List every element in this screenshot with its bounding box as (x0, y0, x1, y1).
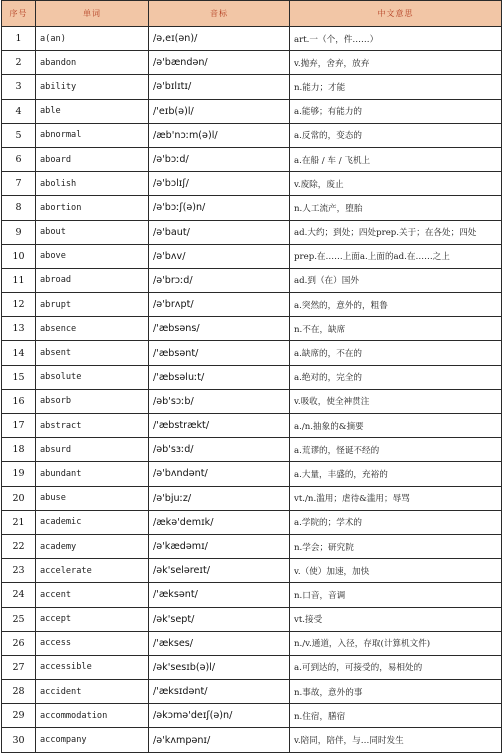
table-row (2, 268, 502, 292)
row-word: abnormal (36, 123, 149, 147)
table-row (2, 438, 502, 462)
row-phonetic: /ə'bɔlɪʃ/ (149, 172, 290, 196)
table-row (2, 583, 502, 607)
row-index: 29 (2, 704, 36, 728)
row-index: 18 (2, 438, 36, 462)
row-index: 1 (2, 27, 36, 51)
row-word: accompany (36, 728, 149, 752)
row-meaning: n.学会；研究院 (290, 534, 502, 558)
row-phonetic: /ə'bʌndənt/ (149, 462, 290, 486)
row-phonetic: /əkɔmə'deɪʃ(ə)n/ (149, 704, 290, 728)
row-phonetic: /ə'bændən/ (149, 51, 290, 75)
row-meaning: vt.接受 (290, 607, 502, 631)
row-index: 14 (2, 341, 36, 365)
table-row (2, 172, 502, 196)
vocabulary-table (1, 0, 502, 753)
row-index: 24 (2, 583, 36, 607)
row-word: access (36, 631, 149, 655)
table-row (2, 123, 502, 147)
row-word: abortion (36, 196, 149, 220)
row-phonetic: /ə'kædəmɪ/ (149, 534, 290, 558)
row-meaning: n.住宿，膳宿 (290, 704, 502, 728)
table-header (2, 1, 502, 27)
row-meaning: a.在船 / 车 / 飞机上 (290, 147, 502, 171)
row-index: 26 (2, 631, 36, 655)
row-word: abrupt (36, 293, 149, 317)
row-word: abroad (36, 268, 149, 292)
row-meaning: prep.在……上面a.上面的ad.在……之上 (290, 244, 502, 268)
table-row (2, 147, 502, 171)
row-index: 10 (2, 244, 36, 268)
row-word: above (36, 244, 149, 268)
row-meaning: n./v.通道，入径，存取(计算机文件) (290, 631, 502, 655)
row-meaning: ad.大约；到处；四处prep.关于；在各处；四处 (290, 220, 502, 244)
header-word: 单词 (36, 1, 149, 27)
row-index: 27 (2, 655, 36, 679)
row-index: 6 (2, 147, 36, 171)
row-index: 19 (2, 462, 36, 486)
row-meaning: n.人工流产，堕胎 (290, 196, 502, 220)
row-word: absent (36, 341, 149, 365)
table-row (2, 196, 502, 220)
row-word: abuse (36, 486, 149, 510)
row-word: a(an) (36, 27, 149, 51)
row-word: about (36, 220, 149, 244)
table-row (2, 728, 502, 752)
row-meaning: n.能力；才能 (290, 75, 502, 99)
row-index: 11 (2, 268, 36, 292)
row-word: able (36, 99, 149, 123)
row-index: 13 (2, 317, 36, 341)
row-meaning: a.突然的，意外的，粗鲁 (290, 293, 502, 317)
row-meaning: v.陪同，陪伴，与…同时发生 (290, 728, 502, 752)
table-row (2, 462, 502, 486)
header-meaning: 中文意思 (290, 1, 502, 27)
row-meaning: a.绝对的，完全的 (290, 365, 502, 389)
row-phonetic: /'ækses/ (149, 631, 290, 655)
row-index: 3 (2, 75, 36, 99)
row-meaning: n.口音，音调 (290, 583, 502, 607)
row-index: 8 (2, 196, 36, 220)
header-phonetic: 音标 (149, 1, 290, 27)
row-word: ability (36, 75, 149, 99)
table-row (2, 534, 502, 558)
row-word: absurd (36, 438, 149, 462)
table-row (2, 559, 502, 583)
row-phonetic: /'æbsənt/ (149, 341, 290, 365)
row-phonetic: /ə'bjuːz/ (149, 486, 290, 510)
row-meaning: v.（使）加速，加快 (290, 559, 502, 583)
row-index: 12 (2, 293, 36, 317)
row-phonetic: /'æbstrækt/ (149, 414, 290, 438)
row-meaning: n.事故，意外的事 (290, 680, 502, 704)
row-word: accent (36, 583, 149, 607)
row-phonetic: /ək'sesɪb(ə)l/ (149, 655, 290, 679)
row-phonetic: /ə'bʌv/ (149, 244, 290, 268)
row-phonetic: /'æbsəluːt/ (149, 365, 290, 389)
row-index: 17 (2, 414, 36, 438)
row-index: 28 (2, 680, 36, 704)
row-word: absolute (36, 365, 149, 389)
table-row (2, 680, 502, 704)
row-index: 15 (2, 365, 36, 389)
row-phonetic: /ə'bɪlɪtɪ/ (149, 75, 290, 99)
row-phonetic: /ək'sept/ (149, 607, 290, 631)
row-index: 4 (2, 99, 36, 123)
row-index: 16 (2, 389, 36, 413)
row-phonetic: /ə'bɔːʃ(ə)n/ (149, 196, 290, 220)
table-row (2, 317, 502, 341)
table-row (2, 75, 502, 99)
header-row (2, 1, 502, 27)
table-row (2, 244, 502, 268)
row-phonetic: /ə'brʌpt/ (149, 293, 290, 317)
row-word: accelerate (36, 559, 149, 583)
row-word: accessible (36, 655, 149, 679)
table-row (2, 27, 502, 51)
row-phonetic: /'æksənt/ (149, 583, 290, 607)
row-phonetic: /ə'brɔːd/ (149, 268, 290, 292)
row-index: 21 (2, 510, 36, 534)
header-index: 序号 (2, 1, 36, 27)
row-meaning: ad.到（在）国外 (290, 268, 502, 292)
row-meaning: a.反常的，变态的 (290, 123, 502, 147)
row-index: 22 (2, 534, 36, 558)
row-index: 23 (2, 559, 36, 583)
row-phonetic: /əb'sɜːd/ (149, 438, 290, 462)
row-meaning: v.抛弃，舍弃，放弃 (290, 51, 502, 75)
row-phonetic: /ækə'demɪk/ (149, 510, 290, 534)
row-phonetic: /ə,eɪ(ən)/ (149, 27, 290, 51)
row-meaning: a.学院的；学术的 (290, 510, 502, 534)
table-row (2, 704, 502, 728)
table-row (2, 486, 502, 510)
table-row (2, 510, 502, 534)
row-meaning: a./n.抽象的&摘要 (290, 414, 502, 438)
table-row (2, 389, 502, 413)
row-word: aboard (36, 147, 149, 171)
table-row (2, 220, 502, 244)
row-meaning: a.可到达的，可接受的，易相处的 (290, 655, 502, 679)
table-row (2, 293, 502, 317)
table-row (2, 51, 502, 75)
row-word: accept (36, 607, 149, 631)
table-row (2, 607, 502, 631)
row-word: academic (36, 510, 149, 534)
table-row (2, 341, 502, 365)
row-word: accommodation (36, 704, 149, 728)
row-meaning: a.缺席的，不在的 (290, 341, 502, 365)
row-meaning: a.大量，丰盛的，充裕的 (290, 462, 502, 486)
row-phonetic: /'æksɪdənt/ (149, 680, 290, 704)
row-phonetic: /æb'nɔːm(ə)l/ (149, 123, 290, 147)
row-meaning: n.不在，缺席 (290, 317, 502, 341)
row-word: abundant (36, 462, 149, 486)
row-meaning: art.一（个，件……） (290, 27, 502, 51)
row-index: 30 (2, 728, 36, 752)
row-index: 7 (2, 172, 36, 196)
row-meaning: vt./n.滥用；虐待&滥用；辱骂 (290, 486, 502, 510)
row-word: abstract (36, 414, 149, 438)
row-word: academy (36, 534, 149, 558)
table-row (2, 99, 502, 123)
row-word: absorb (36, 389, 149, 413)
row-index: 2 (2, 51, 36, 75)
row-word: abandon (36, 51, 149, 75)
row-word: abolish (36, 172, 149, 196)
table-row (2, 365, 502, 389)
row-index: 5 (2, 123, 36, 147)
row-word: accident (36, 680, 149, 704)
row-phonetic: /əb'sɔːb/ (149, 389, 290, 413)
row-index: 20 (2, 486, 36, 510)
table-row (2, 414, 502, 438)
row-index: 9 (2, 220, 36, 244)
table-body (2, 27, 502, 753)
row-meaning: a.荒谬的，怪诞不经的 (290, 438, 502, 462)
row-meaning: v.吸收，使全神贯注 (290, 389, 502, 413)
row-phonetic: /'æbsəns/ (149, 317, 290, 341)
table-row (2, 631, 502, 655)
row-phonetic: /ə'kʌmpənɪ/ (149, 728, 290, 752)
row-meaning: a.能够；有能力的 (290, 99, 502, 123)
row-phonetic: /ə'baut/ (149, 220, 290, 244)
row-word: absence (36, 317, 149, 341)
row-phonetic: /ək'seləreɪt/ (149, 559, 290, 583)
table-row (2, 655, 502, 679)
row-meaning: v.废除，废止 (290, 172, 502, 196)
row-phonetic: /'eɪb(ə)l/ (149, 99, 290, 123)
row-index: 25 (2, 607, 36, 631)
row-phonetic: /ə'bɔːd/ (149, 147, 290, 171)
